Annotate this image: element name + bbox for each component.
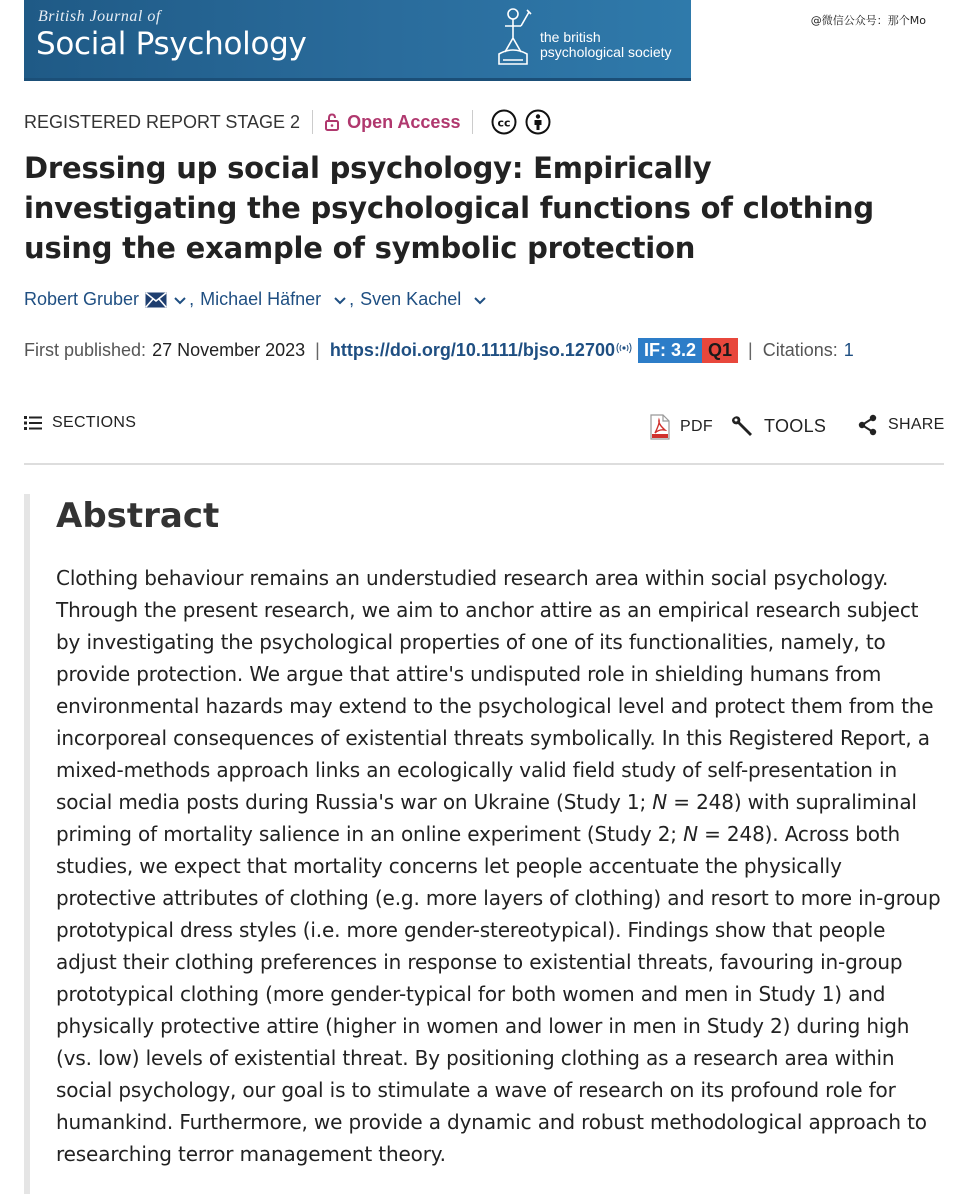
email-icon[interactable] [145, 292, 167, 308]
svg-text:cc: cc [497, 116, 511, 130]
abstract-section [24, 494, 944, 1194]
society-name-line1: the british [540, 29, 601, 45]
open-access-badge[interactable] [325, 112, 460, 133]
chevron-down-icon[interactable] [473, 293, 487, 307]
tools-label: TOOLS [764, 415, 827, 436]
pdf-icon [650, 414, 670, 440]
license-icons[interactable] [491, 109, 551, 135]
divider [472, 110, 473, 134]
share-label: SHARE [888, 416, 945, 433]
divider: | [315, 340, 320, 360]
sections-button[interactable] [24, 414, 136, 432]
first-published-date: 27 November 2023 [152, 340, 306, 360]
citations-label: Citations: [762, 340, 838, 360]
first-published-label: First published: [24, 340, 147, 360]
author-name: Michael Häfner [200, 289, 322, 309]
toolbar-divider [24, 463, 944, 465]
cc-icon [491, 109, 517, 135]
altmetric-icon[interactable] [616, 342, 632, 354]
chevron-down-icon[interactable] [333, 293, 347, 307]
divider [312, 110, 313, 134]
divider: | [748, 340, 753, 360]
impact-factor-badge: IF: 3.2 [638, 338, 702, 363]
tools-button[interactable] [730, 414, 826, 438]
sample-size-symbol: N [683, 822, 698, 846]
pdf-label: PDF [680, 418, 713, 435]
share-icon [858, 414, 878, 436]
bps-logo-icon [489, 4, 537, 70]
by-icon [525, 109, 551, 135]
article-type: REGISTERED REPORT STAGE 2 [24, 111, 301, 132]
open-access-label: Open Access [347, 111, 461, 132]
publication-info [24, 338, 854, 363]
journal-name-line1: British Journal of [38, 8, 161, 25]
author-sven-kachel[interactable] [360, 289, 487, 310]
article-title: Dressing up social psychology: Empirically investigating the psychological functions of clothing using the example of symbolic protection [24, 151, 874, 265]
abstract-heading: Abstract [56, 496, 220, 536]
chevron-down-icon[interactable] [173, 293, 187, 307]
abstract-text-part: = 248). Across both studies, we expect that mortality concerns let people accentuate the physically protective attributes of clothing (e.g. more layers of clothing) and resort to more in-group prototypical dress styles (i.e. more gender-stereotypical). Findings show that people adjust their clothing preferences in response to existential threats, favouring in-group prototypical clothing (more gender-typical for both women and men in Study 1) and physically protective attire (higher in women and lower in men in Study 2) during high (vs. low) levels of existential threat. By positioning clothing as a research area within social psychology, our goal is to stimulate a wave of research on its profound role for humankind. Furthermore, we provide a dynamic and robust methodological approach to researching terror management theory. [56, 822, 941, 1166]
article-meta-row [24, 108, 551, 136]
article-toolbar [24, 410, 944, 444]
watermark: @微信公众号：那个Mo [810, 14, 926, 27]
citations-count[interactable]: 1 [843, 340, 854, 360]
author-list [24, 289, 487, 310]
lock-open-icon [325, 113, 339, 131]
share-button[interactable] [858, 414, 945, 436]
author-separator: , [189, 289, 195, 309]
pdf-button[interactable] [650, 414, 713, 440]
society-name [540, 30, 672, 60]
quartile-badge: Q1 [702, 338, 738, 363]
doi-link[interactable]: https://doi.org/10.1111/bjso.12700 [329, 340, 615, 360]
abstract-text-part: = 248) with supraliminal priming of mortality salience in an online experiment (Study 2; [56, 790, 917, 846]
author-robert-gruber[interactable] [24, 289, 187, 310]
sections-label: SECTIONS [52, 414, 137, 431]
author-separator: , [349, 289, 355, 309]
author-name: Sven Kachel [360, 289, 462, 309]
sample-size-symbol: N [652, 790, 668, 814]
abstract-text [56, 562, 946, 1170]
society-name-line2: psychological society [540, 44, 672, 60]
list-icon [24, 415, 42, 431]
abstract-text-part: Clothing behaviour remains an understudied research area within social psychology. Through the present research, we aim to anchor attire as an empirical research subject by investigating the psychological properties of one of its functionalities, namely, to provide protection. We argue that attire's undisputed role in shielding humans from environmental hazards may extend to the psychological level and protect them from the incorporeal consequences of existential threats symbolically. In this Registered Report, a mixed-methods approach links an ecologically valid field study of self-presentation in social media posts during Russia's war on Ukraine (Study 1; [56, 566, 934, 814]
journal-name-line2: Social Psychology [36, 26, 307, 62]
author-name: Robert Gruber [24, 289, 140, 309]
journal-banner[interactable] [24, 0, 691, 81]
wrench-icon [730, 414, 754, 438]
author-michael-hafner[interactable] [200, 289, 347, 310]
